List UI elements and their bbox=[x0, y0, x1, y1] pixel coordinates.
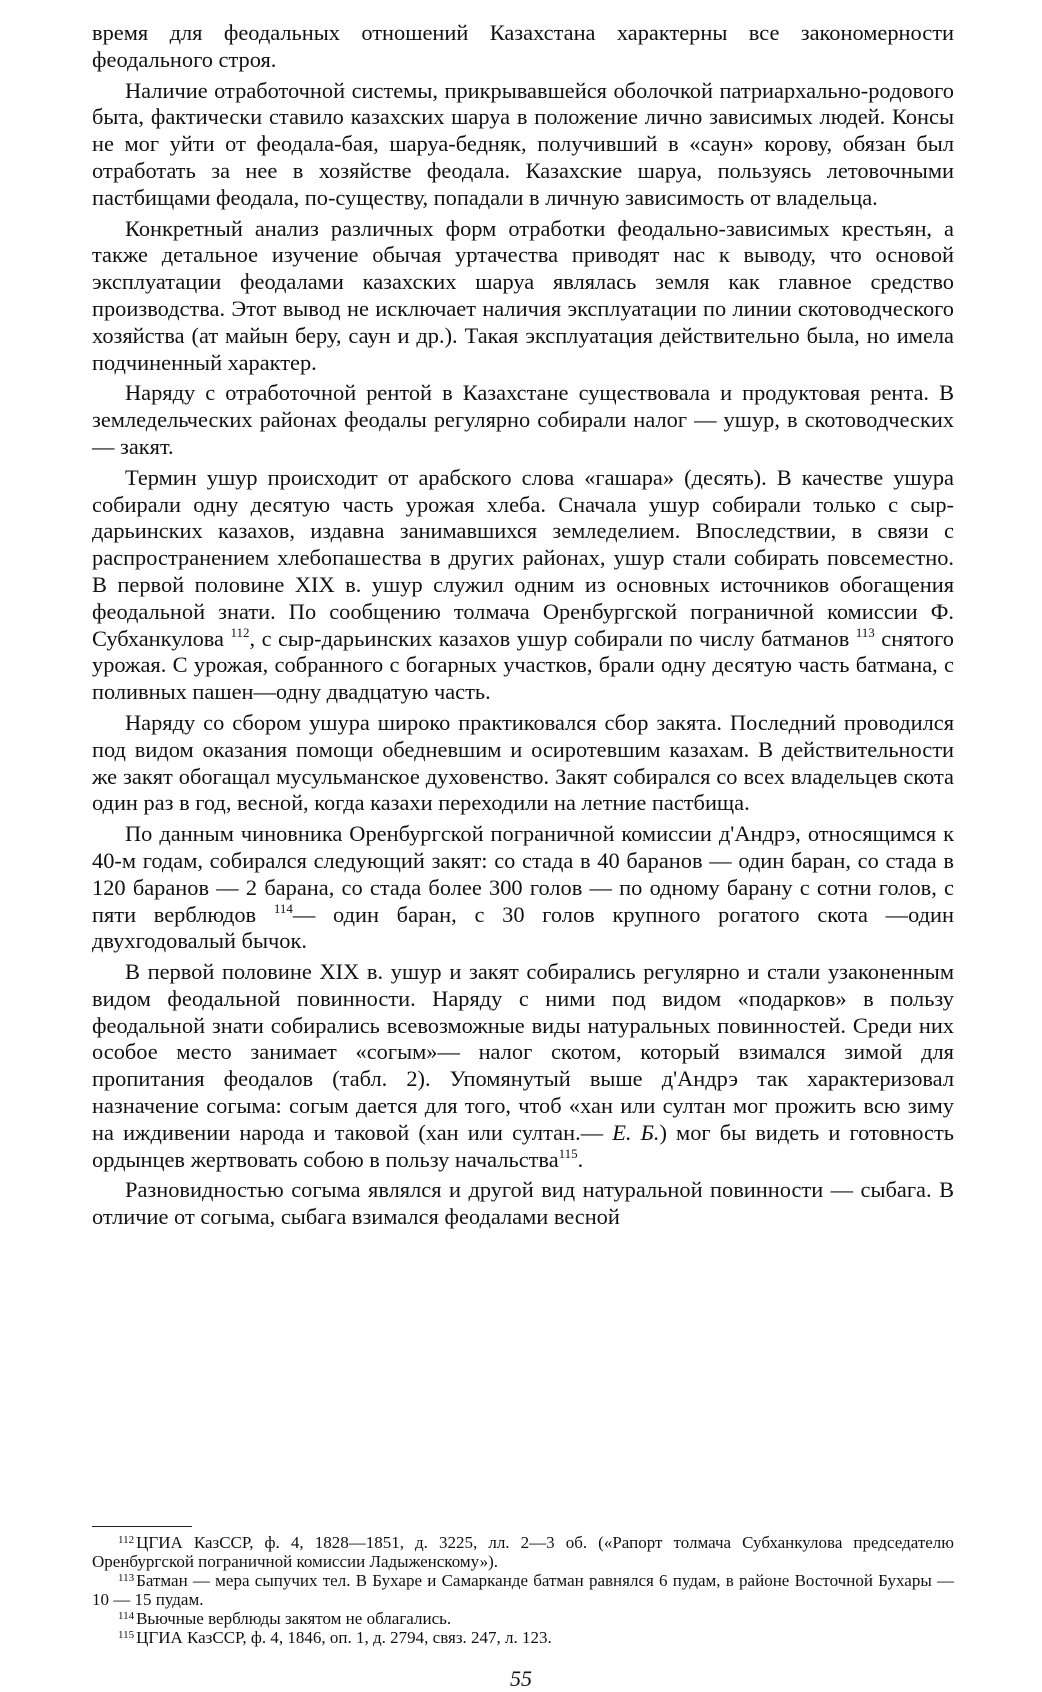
paragraph-5 bbox=[92, 465, 954, 706]
footnote-ref-113[interactable]: 113 bbox=[855, 624, 875, 640]
paragraph-6: Наряду со сбором ушура широко практиковался сбор закята. Последний проводился под видом оказания помощи обедневшим и осиротевшим казахам. В действительности же закят обогащал мусульманское духовенство. Закят собирался со всех владельцев скота один раз в год, весной, когда казахи переходили на летние пастбища. bbox=[92, 709, 954, 816]
page-number: 55 bbox=[510, 1666, 532, 1691]
footnote-text: Батман — мера сыпучих тел. В Бухаре и Самарканде батман равнялся 6 пудам, в районе Восточной Бухары — 10 — 15 пудам. bbox=[92, 1571, 954, 1609]
footnote-number: 115 bbox=[118, 1629, 135, 1641]
paragraph-8 bbox=[92, 959, 954, 1173]
paragraph-1: время для феодальных отношений Казахстана характерны все закономерности феодального строя. bbox=[92, 20, 954, 72]
paragraph-3: Конкретный анализ различных форм отработки феодально-зависимых крестьян, а также детальное изучение обычая уртачества приводят нас к выводу, что основой эксплуатации феодалами казахских шаруа являлась земля как главное средство производства. Этот вывод не исключает наличия эксплуатации по линии скотоводческого хозяйства (ат майын беру, саун и др.). Такая эксплуатация действительно была, но имела подчиненный характер. bbox=[92, 215, 954, 375]
paragraph-8-part-1: В первой половине XIX в. ушур и закят собирались регулярно и стали узаконенным видом феодальной повинности. Наряду с ними под видом «подарков» в пользу феодальной знати собирались всевозможные виды натуральных повинностей. Среди них особое место занимает «согым»— налог скотом, который взимался зимой для пропитания феодалов (табл. 2). Упомянутый выше д'Андрэ так характеризовал назначение согыма: согым дается для того, чтоб «хан или султан мог прожить всю зиму на иждивении народа и таковой (хан или султан.— bbox=[92, 959, 954, 1145]
footnotes bbox=[92, 1533, 954, 1647]
paragraph-8-end: . bbox=[577, 1146, 584, 1172]
footnote-112 bbox=[92, 1533, 954, 1571]
footnote-114 bbox=[92, 1609, 954, 1628]
footnote-ref-114[interactable]: 114 bbox=[273, 900, 293, 916]
paragraph-4: Наряду с отработочной рентой в Казахстане существовала и продуктовая рента. В земледельческих районах феодалы регулярно собирали налог — ушур, в скотоводческих — закят. bbox=[92, 380, 954, 459]
footnote-text: Вьючные верблюды закятом не облагались. bbox=[136, 1609, 452, 1628]
footnote-ref-112[interactable]: 112 bbox=[230, 624, 250, 640]
paragraph-7-part-1: По данным чиновника Оренбургской пограничной комиссии д'Андрэ, относящимся к 40-м годам, собирался следующий закят: со стада в 40 баранов — один баран, со стада в 120 баранов — 2 барана, со стада более 300 голов — по одному барану с сотни голов, с пяти верблюдов bbox=[92, 821, 954, 927]
paragraph-2: Наличие отработочной системы, прикрывавшейся оболочкой патриархально-родового быта, фактически ставило казахских шаруа в положение лично зависимых людей. Консы не мог уйти от феодала-бая, шаруа-бедняк, получивший в «саун» корову, обязан был отработать за нее в хозяйстве феодала. Казахские шаруа, пользуясь летовочными пастбищами феодала, по-существу, попадали в личную зависимость от владельца. bbox=[92, 77, 954, 210]
footnote-text: ЦГИА КазССР, ф. 4, 1828—1851, д. 3225, лл. 2—3 об. («Рапорт толмача Субханкулова председателю Оренбургской пограничной комиссии Ладыженскому»). bbox=[92, 1533, 954, 1571]
footnote-number: 112 bbox=[118, 1534, 135, 1546]
paragraph-5-part-2: , с сыр-дарьинских казахов ушур собирали по числу батманов bbox=[249, 625, 850, 651]
paragraph-8-part-2: ) мог бы видеть и готовность ордынцев жертвовать собою в пользу начальства bbox=[92, 1119, 954, 1172]
footnote-113 bbox=[92, 1571, 954, 1609]
author-initials: Е. Б. bbox=[612, 1119, 660, 1145]
footnote-divider bbox=[92, 1526, 192, 1527]
footnote-ref-115[interactable]: 115 bbox=[558, 1145, 578, 1161]
footnote-number: 113 bbox=[118, 1572, 135, 1584]
paragraph-5-part-1: Термин ушур происходит от арабского слова «гашара» (десять). В качестве ушура собирали одну десятую часть урожая хлеба. Сначала ушур собирали только с сыр-дарьинских казахов, издавна занимавшихся земледелием. Впоследствии, в связи с распространением хлебопашества в других районах, ушур стали собирать повсеместно. В первой половине XIX в. ушур служил одним из основных источников обогащения феодальной знати. По сообщению толмача Оренбургской пограничной комиссии Ф. Субханкулова bbox=[92, 464, 954, 651]
main-text bbox=[92, 20, 954, 1235]
paragraph-7-part-2: — один баран, с 30 голов крупного рогатого скота —один двухгодовалый бычок. bbox=[92, 901, 954, 954]
paragraph-5-part-3: снятого урожая. С урожая, собранного с богарных участков, брали одну десятую часть батмана, с поливных пашен—одну двадцатую часть. bbox=[92, 625, 954, 705]
footnote-115 bbox=[92, 1628, 954, 1647]
paragraph-9: Разновидностью согыма являлся и другой вид натуральной повинности — сыбага. В отличие от согыма, сыбага взимался феодалами весной bbox=[92, 1177, 954, 1230]
footnote-text: ЦГИА КазССР, ф. 4, 1846, оп. 1, д. 2794, связ. 247, л. 123. bbox=[136, 1628, 552, 1647]
footnote-number: 114 bbox=[118, 1610, 135, 1622]
paragraph-7 bbox=[92, 821, 954, 955]
